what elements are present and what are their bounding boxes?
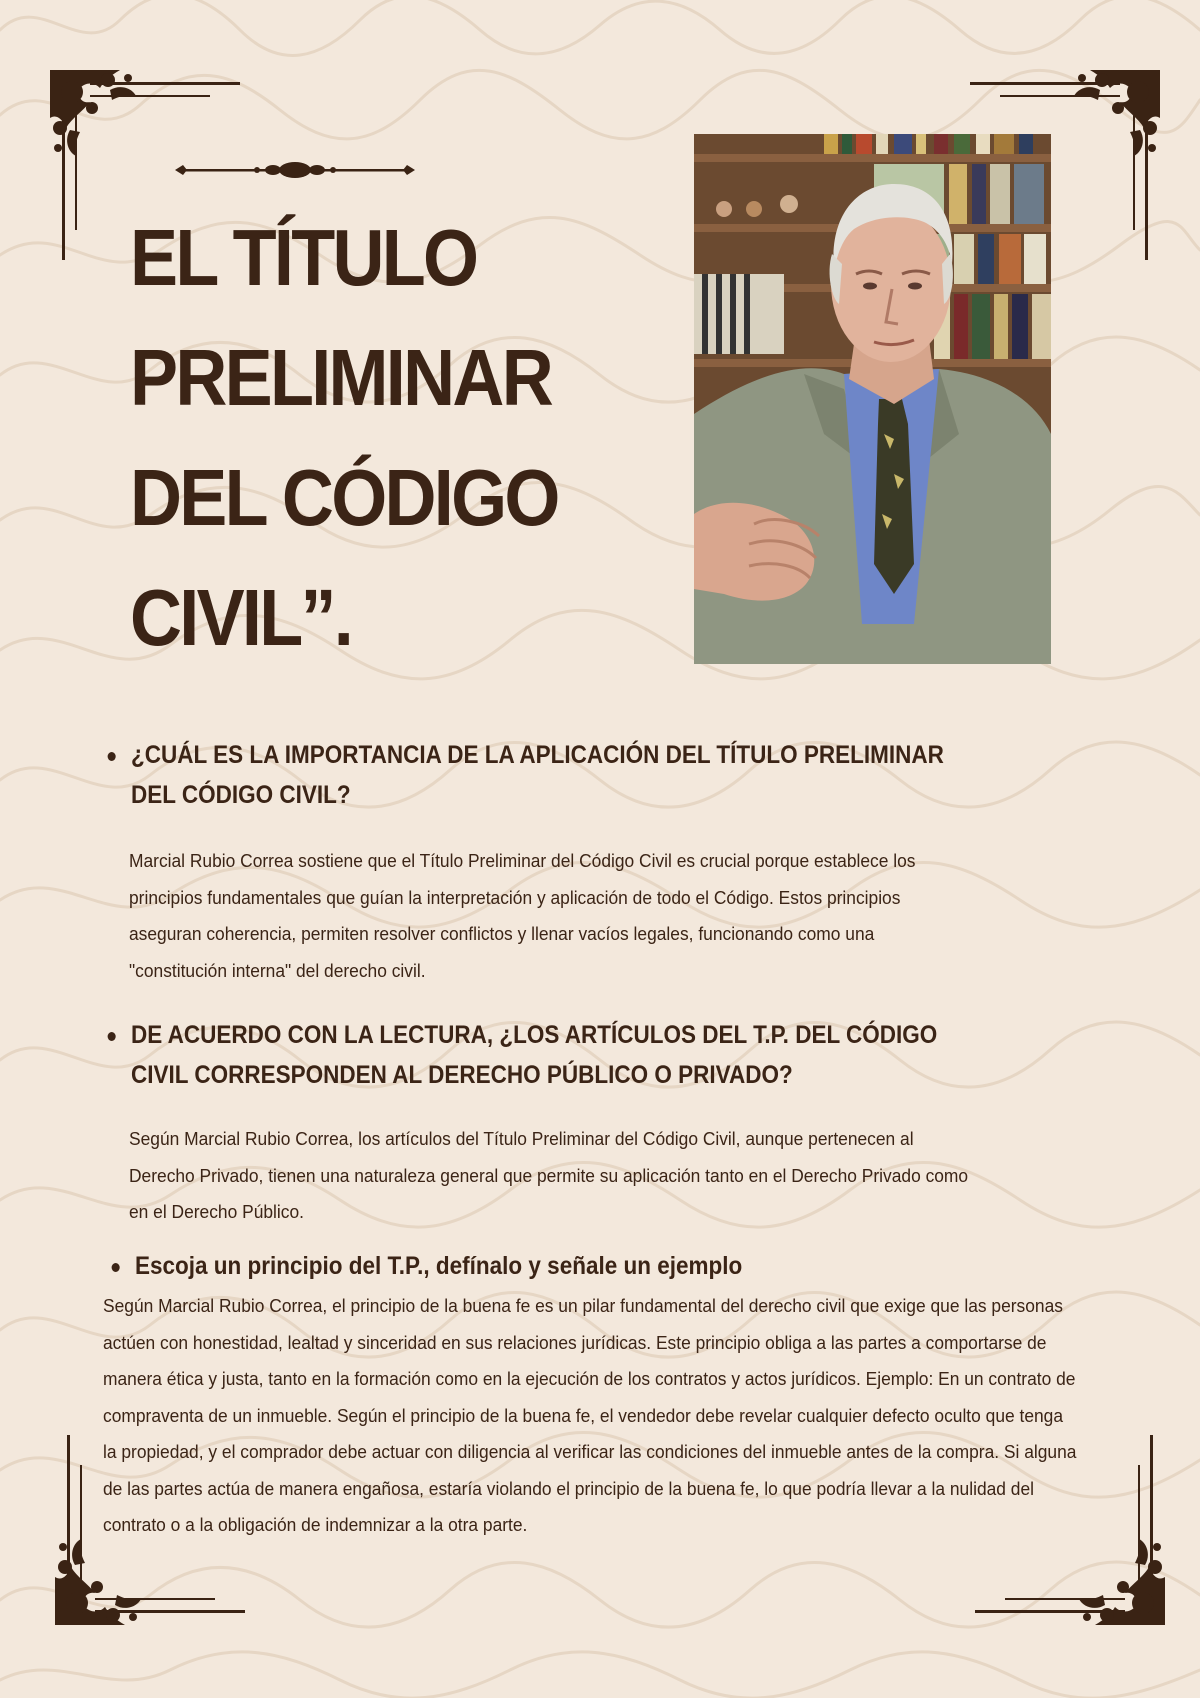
page-title: EL TÍTULO PRELIMINAR DEL CÓDIGO CIVIL”.: [130, 213, 558, 662]
question-1-text: ¿CUÁL ES LA IMPORTANCIA DE LA APLICACIÓN DEL TÍTULO PRELIMINAR DEL CÓDIGO CIVIL?: [131, 741, 944, 809]
bullet-icon: [108, 752, 116, 761]
question-2: [131, 1015, 968, 1095]
question-3-text: Escoja un principio del T.P., defínalo y señale un ejemplo: [135, 1252, 743, 1280]
bullet-icon: [108, 1032, 116, 1041]
answer-2: Según Marcial Rubio Correa, los artículos del Título Preliminar del Código Civil, aunque pertenecen al Derecho Privado, tienen una naturaleza general que permite su aplicación tanto en el Derecho Privado como en el Derecho Público.: [129, 1128, 969, 1222]
answer-1: Marcial Rubio Correa sostiene que el Título Preliminar del Código Civil es crucial porque establece los principios fundamentales que guían la interpretación y aplicación de todo el Código. Estos principios aseguran coherencia, permiten resolver conflictos y llenar vacíos legales, funcionando como una "constitución interna" del derecho civil.: [129, 850, 916, 981]
question-2-text: DE ACUERDO CON LA LECTURA, ¿LOS ARTÍCULOS DEL T.P. DEL CÓDIGO CIVIL CORRESPONDEN AL DERECHO PÚBLICO O PRIVADO?: [131, 1021, 938, 1089]
bullet-icon: [112, 1263, 120, 1272]
title-divider-ornament: [175, 158, 415, 182]
answer-3: Según Marcial Rubio Correa, el principio de la buena fe es un pilar fundamental del derecho civil que exige que las personas actúen con honestidad, lealtad y sinceridad en sus relaciones jurídicas. Este principio obliga a las partes a comportarse de manera ética y justa, tanto en la formación como en la ejecución de los contratos y actos jurídicos. Ejemplo: En un contrato de compraventa de un inmueble. Según el principio de la buena fe, el vendedor debe revelar cualquier defecto oculto que tenga la propiedad, y el comprador debe actuar con diligencia al verificar las condiciones del inmueble antes de la compra. Si alguna de las partes actúa de manera engañosa, estaría violando el principio de la buena fe, lo que podría llevar a la nulidad del contrato o a la obligación de indemnizar a la otra parte.: [103, 1295, 1077, 1535]
question-1: [131, 735, 968, 815]
question-3: [135, 1246, 945, 1286]
portrait-photo: [694, 134, 1051, 664]
